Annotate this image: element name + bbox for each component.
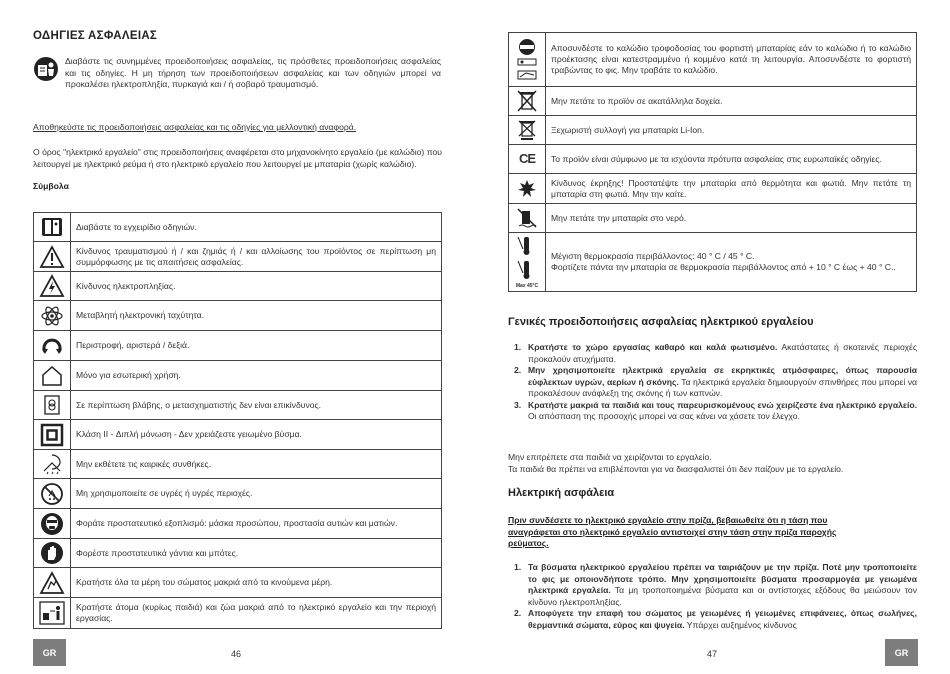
symbol-row [34, 301, 442, 331]
electrical-note: Πριν συνδέσετε το ηλεκτρικό εργαλείο στην πρίζα, βεβαιωθείτε ότι η τάση που αναγράφεται στο ηλεκτρικό εργαλείο αντιστοιχεί στην τάση στην πρίζα παροχής ρεύματος. [508, 515, 837, 548]
symbol-text: Ξεχωριστή συλλογή για μπαταρία Li-Ion. [546, 116, 917, 145]
rule-item [508, 365, 917, 400]
symbol-row [34, 420, 442, 450]
page-number: 46 [231, 649, 242, 659]
children-note-2: Τα παιδιά θα πρέπει να επιβλέπονται για να διασφαλιστεί ότι δεν παίζουν με το εργαλείο. [508, 464, 844, 474]
no-water-battery-icon [516, 206, 538, 230]
page-number: 47 [707, 649, 718, 659]
rule-bold: Τα βύσματα ηλεκτρικού εργαλείου πρέπει να ταιριάζουν με την πρίζα. Ποτέ μην τροποποιείτε το φις με οποιονδήποτε τρόπο. Μην χρησιμοποιείτε βύσματα προσαρμογέα με γειωμένα ηλεκτρικά εργαλεία. [528, 562, 917, 595]
symbol-row [34, 331, 442, 361]
symbols-table-continued [508, 32, 917, 292]
rule-bold: Κρατήστε μακριά τα παιδιά και τους παρευρισκομένους ενώ χειρίζεστε ένα ηλεκτρικό εργαλείο. [528, 399, 917, 410]
manual-warning-icon [33, 56, 59, 82]
symbol-row [34, 568, 442, 598]
right-page [475, 0, 950, 674]
symbol-text: Σε περίπτωση βλάβης, ο μετασχηματιστής δεν είναι επικίνδυνος. [71, 391, 442, 420]
rule-item [508, 400, 917, 423]
symbol-row [34, 361, 442, 391]
rule-text: Υπάρχει αυξημένος κίνδυνος [684, 619, 797, 630]
symbol-row [509, 116, 917, 145]
symbol-text: Μην πετάτε την μπαταρία στο νερό. [546, 204, 917, 233]
term-note: Ο όρος "ηλεκτρικό εργαλείο" στις προειδοποιήσεις αναφέρεται στο μηχανοκίνητο εργαλείο (με καλώδιο) που λειτουργεί με ηλεκτρικό ρεύμα ή στο ηλεκτρικό εργαλείο που λειτουργεί με μπαταρία (χωρίς καλώδιο). [33, 147, 442, 169]
symbol-row [509, 33, 917, 87]
unplug-cable-icon [514, 37, 540, 83]
double-insulation-icon [40, 423, 64, 447]
manual-book-icon [40, 216, 64, 238]
crossed-bin-icon [516, 89, 538, 113]
rule-number: 3. [514, 399, 522, 410]
rotation-icon [40, 334, 64, 358]
rule-bold: Κρατήστε το χώρο εργασίας καθαρό και καλά φωτισμένο. [528, 342, 778, 352]
symbols-table [33, 212, 442, 629]
protective-mask-icon [40, 512, 64, 536]
rule-number: 1. [514, 562, 522, 572]
atom-speed-icon [40, 304, 64, 328]
no-wet-areas-icon [40, 482, 64, 506]
intro-paragraph [33, 56, 441, 91]
rule-number: 2. [514, 608, 522, 618]
transformer-fuse-icon [42, 394, 62, 416]
symbol-text: Μόνο για εσωτερική χρήση. [71, 361, 442, 391]
house-icon [40, 364, 64, 388]
general-warnings-heading: Γενικές προειδοποιήσεις ασφαλείας ηλεκτρικού εργαλείου [508, 316, 814, 328]
temperature-icon [514, 235, 540, 283]
safety-title: ΟΔΗΓΙΕΣ ΑΣΦΑΛΕΙΑΣ [33, 30, 158, 42]
symbol-row [34, 242, 442, 272]
rule-number: 1. [514, 342, 522, 352]
rule-item [508, 608, 917, 631]
electrical-rules-list [508, 562, 917, 631]
rule-item [508, 342, 917, 365]
electrical-safety-heading: Ηλεκτρική ασφάλεια [508, 487, 615, 499]
symbol-text: Μην εκθέτετε τις καιρικές συνθήκες. [71, 450, 442, 479]
keep-note: Αποθηκεύστε τις προειδοποιήσεις ασφαλείας και τις οδηγίες για μελλοντική αναφορά. [33, 122, 357, 132]
symbol-text: Κρατήστε άτομα (κυρίως παιδιά) και ζώα μακριά από το ηλεκτρικό εργαλείο και την περιοχή εργασίας. [71, 598, 442, 629]
rule-number: 2. [514, 365, 522, 375]
symbol-row [34, 213, 442, 242]
symbol-row [34, 509, 442, 539]
symbol-row [34, 450, 442, 479]
intro-text: Διαβάστε τις συνημμένες προειδοποιήσεις ασφαλείας, τις πρόσθετες προειδοποιήσεις ασφαλείας και τις οδηγίες. Η μη τήρηση των προειδοποιήσεων ασφαλείας και των οδηγιών μπορεί να προκαλέσει ηλεκτροπληξία, πυρκαγιά και / ή σοβαρό τραυματισμό. [65, 56, 441, 89]
rule-bold: Αποφύγετε την επαφή του σώματος με γειωμένες ή γειωμένες επιφάνειες, όπως σωλήνες, θερμαντικά σώματα, εύρος και ψυγεία. [528, 608, 917, 630]
rule-text: Τα ηλεκτρικά εργαλεία δημιουργούν σπινθήρες που μπορεί να προκαλέσουν ανάφλεξη της σκόνης ή των καπνών. [528, 376, 917, 398]
explosion-icon [516, 177, 538, 201]
weather-exposure-icon [40, 453, 64, 475]
symbol-text: Αποσυνδέστε το καλώδιο τροφοδοσίας του φορτιστή μπαταρίας εάν το καλώδιο ή το καλώδιο προέκτασης είναι κατεστραμμένο ή κομμένο κατά τη λειτουργία. Αποσυνδέστε το φορτιστή τραβώντας το φις. Μην τραβάτε το καλώδιο. [546, 33, 917, 87]
temperature-max-text: Μέγιστη θερμοκρασία περιβάλλοντος: 40 ° C / 45 ° C. [551, 251, 755, 261]
rule-bold: Μην χρησιμοποιείτε ηλεκτρικά εργαλεία σε εκρηκτικές ατμόσφαιρες, όπως παρουσία εύφλεκτων υγρών, αερίων ή σκόνης. [528, 365, 917, 387]
electric-shock-icon [39, 274, 65, 298]
rule-text: Οι απόσπαση της προσοχής μπορεί να σας κάνει να χάσετε τον έλεγχο. [528, 411, 800, 421]
symbol-text: Περιστροφή, αριστερά / δεξιά. [71, 331, 442, 361]
rule-text: Τα μη τροποποιημένα βύσματα και οι αντίστοιχες εξόδους θα μειώσουν τον κίνδυνο ηλεκτροπληξίας. [528, 585, 917, 607]
moving-parts-icon [39, 571, 65, 595]
symbol-text: Μη χρησιμοποιείτε σε υγρές ή υγρές περιοχές. [71, 479, 442, 509]
symbol-text: Κλάση II - Διπλή μόνωση - Δεν χρειάζεστε γειωμένο βύσμα. [71, 420, 442, 450]
general-rules-list [508, 342, 917, 423]
symbol-text: Μεταβλητή ηλεκτρονική ταχύτητα. [71, 301, 442, 331]
symbol-row [509, 145, 917, 174]
symbols-heading: Σύμβολα [33, 181, 69, 191]
symbol-row [509, 174, 917, 204]
symbol-row [34, 391, 442, 420]
symbol-text: Φορέστε προστατευτικά γάντια και μπότες. [71, 539, 442, 568]
language-badge: GR [33, 639, 66, 666]
symbol-row [34, 539, 442, 568]
symbol-text: Κίνδυνος έκρηξης! Προστατέψτε την μπαταρία από θερμότητα και φωτιά. Μην πετάτε τη μπαταρία στη φωτιά. Μην την καίτε. [546, 174, 917, 204]
symbol-row [509, 233, 917, 292]
temperature-label: Max 45°C [515, 283, 539, 289]
keep-people-away-icon [39, 601, 65, 625]
li-ion-bin-icon [516, 118, 538, 142]
rule-item [508, 562, 917, 608]
symbol-text: Μην πετάτε το προϊόν σε ακατάλληλα δοχεία. [546, 87, 917, 116]
ce-mark-icon: CE [518, 150, 536, 166]
symbol-row [509, 87, 917, 116]
gloves-icon [40, 541, 64, 565]
symbol-text: Το προϊόν είναι σύμφωνο με τα ισχύοντα πρότυπα ασφαλείας στις ευρωπαϊκές οδηγίες. [546, 145, 917, 174]
symbol-text [546, 233, 917, 292]
symbol-text: Διαβάστε το εγχειρίδιο οδηγιών. [71, 213, 442, 242]
symbol-text: Κίνδυνος τραυματισμού ή / και ζημιάς ή / και αλλοίωσης του προϊόντος σε περίπτωση μη συμμόρφωσης με τις απαιτήσεις ασφαλείας. [71, 242, 442, 272]
children-note-1: Μην επιτρέπετε στα παιδιά να χειρίζονται το εργαλείο. [508, 452, 712, 462]
rule-text: Ακατάστατες ή σκοτεινές περιοχές προκαλούν ατυχήματα. [528, 342, 917, 364]
symbol-text: Κίνδυνος ηλεκτροπληξίας. [71, 272, 442, 301]
symbol-row [34, 272, 442, 301]
temperature-charge-text: Φορτίζετε πάντα την μπαταρία σε θερμοκρασία περιβάλλοντος από + 10 ° C έως + 40 ° C.. [551, 262, 896, 272]
symbol-row [34, 479, 442, 509]
symbol-row [509, 204, 917, 233]
warning-triangle-icon [39, 245, 65, 269]
symbol-text: Κρατήστε όλα τα μέρη του σώματος μακριά από τα κινούμενα μέρη. [71, 568, 442, 598]
symbol-row [34, 598, 442, 629]
language-badge: GR [885, 639, 918, 666]
symbol-text: Φοράτε προστατευτικό εξοπλισμό: μάσκα προσώπου, προστασία αυτιών και ματιών. [71, 509, 442, 539]
